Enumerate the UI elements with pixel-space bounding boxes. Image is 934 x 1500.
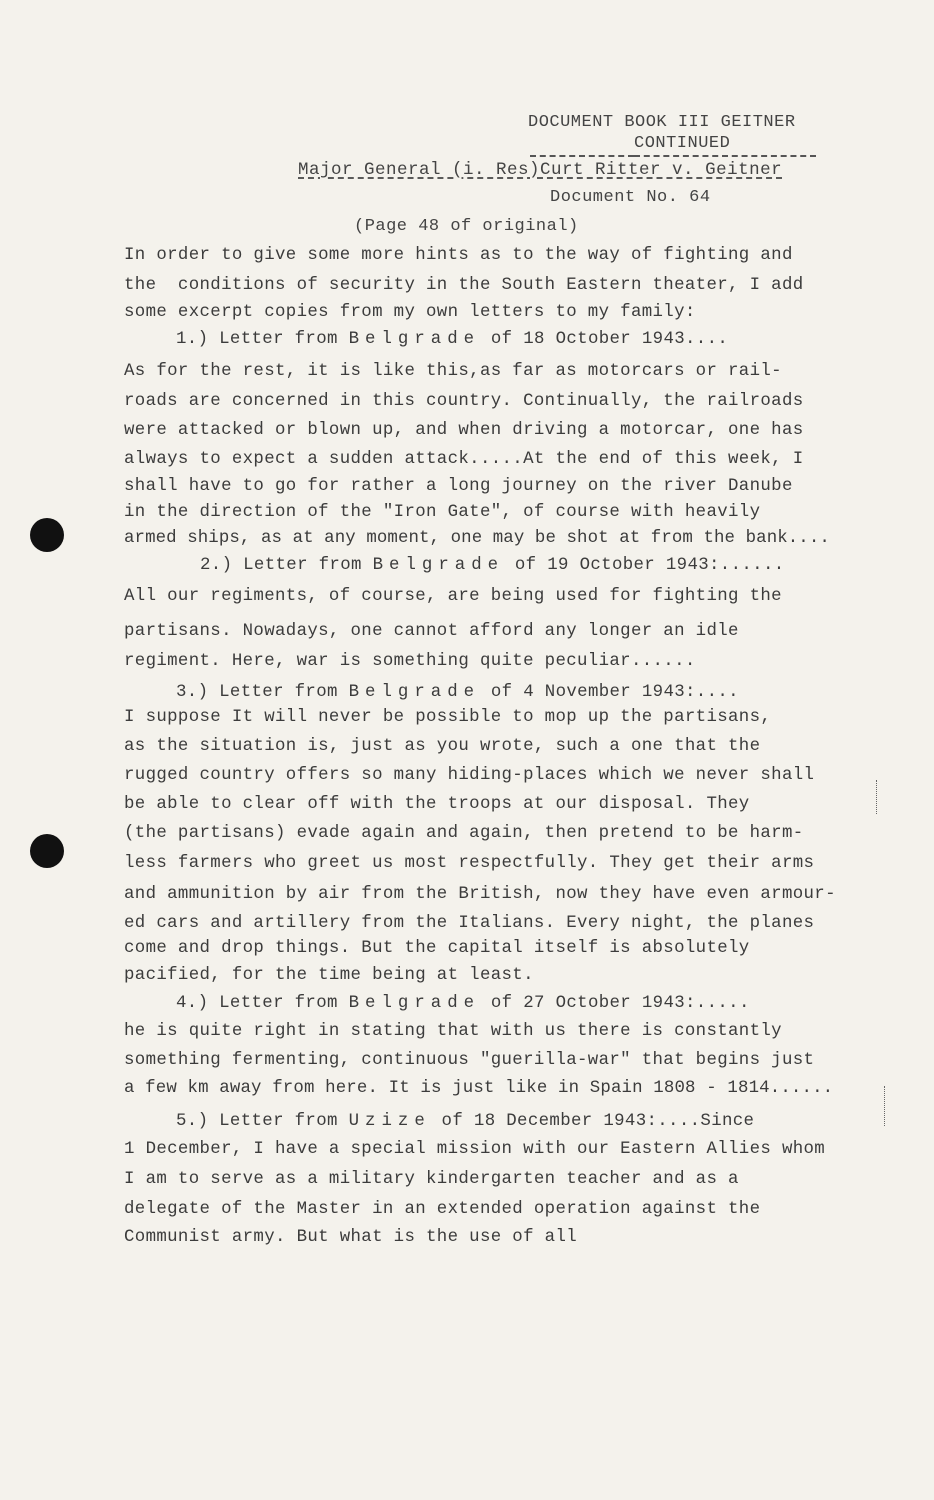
letter-3-line-3: rugged country offers so many hiding-places which we never shall (124, 766, 815, 785)
letter-2-line-3: regiment. Here, war is something quite peculiar...... (124, 652, 696, 671)
letter-3-line-7: and ammunition by air from the British, now they have even armour- (124, 885, 836, 904)
letter-1-line-2: roads are concerned in this country. Continually, the railroads (124, 392, 804, 411)
letter-3-heading: 3.) Letter from Belgrade of 4 November 1943:.... (176, 683, 739, 702)
page-reference: (Page 48 of original) (354, 217, 579, 236)
letter-3-line-1: I suppose It will never be possible to mop up the partisans, (124, 708, 772, 727)
letter-3-line-10: pacified, for the time being at least. (124, 966, 534, 985)
letter-3-line-4: be able to clear off with the troops at our disposal. They (124, 795, 750, 814)
letter-3-line-5: (the partisans) evade again and again, then pretend to be harm- (124, 824, 804, 843)
letter-4-place: Belgrade (348, 994, 481, 1013)
letter-4-heading: 4.) Letter from Belgrade of 27 October 1943:..... (176, 994, 750, 1013)
letter-1-line-6: in the direction of the "Iron Gate", of course with heavily (124, 503, 761, 522)
letter-3-line-6: less farmers who greet us most respectfully. They get their arms (124, 854, 815, 873)
continued-label: CONTINUED (634, 134, 731, 153)
letter-2-line-1: All our regiments, of course, are being used for fighting the (124, 587, 782, 606)
letter-5-line-4: Communist army. But what is the use of all (124, 1228, 578, 1247)
letter-2-place: Belgrade (372, 556, 505, 575)
letter-5-place: Uzize (348, 1112, 431, 1131)
letter-1-line-4: always to expect a sudden attack.....At the end of this week, I (124, 450, 804, 469)
letter-2-line-2: partisans. Nowadays, one cannot afford any longer an idle (124, 622, 739, 641)
letter-1-place: Belgrade (348, 330, 481, 349)
letter-4-line-1: he is quite right in stating that with us there is constantly (124, 1022, 782, 1041)
letter-3-line-9: come and drop things. But the capital itself is absolutely (124, 939, 750, 958)
document-number: Document No. 64 (550, 188, 711, 207)
punch-hole-top (30, 518, 64, 552)
letter-4-line-2: something fermenting, continuous "guerilla-war" that begins just (124, 1051, 815, 1070)
margin-mark-1 (876, 780, 877, 814)
header-underline-right (634, 155, 816, 157)
letter-1-heading: 1.) Letter from Belgrade of 18 October 1943.... (176, 330, 729, 349)
author-line: Major General (i. Res)Curt Ritter v. Geitner (298, 160, 783, 180)
letter-1-line-3: were attacked or blown up, and when driving a motorcar, one has (124, 421, 804, 440)
intro-line-1: In order to give some more hints as to the way of fighting and (124, 246, 793, 265)
punch-hole-bottom (30, 834, 64, 868)
letter-3-line-8: ed cars and artillery from the Italians. Every night, the planes (124, 914, 815, 933)
letter-5-line-1: 1 December, I have a special mission with our Eastern Allies whom (124, 1140, 826, 1159)
margin-mark-2 (884, 1086, 885, 1126)
intro-line-3: some excerpt copies from my own letters to my family: (124, 303, 696, 322)
letter-1-line-7: armed ships, as at any moment, one may be shot at from the bank.... (124, 529, 830, 548)
intro-line-2: the conditions of security in the South Eastern theater, I add (124, 276, 804, 295)
letter-4-line-3: a few km away from here. It is just like in Spain 1808 - 1814...... (124, 1079, 834, 1098)
letter-1-line-5: shall have to go for rather a long journey on the river Danube (124, 477, 793, 496)
doc-book-title: DOCUMENT BOOK III GEITNER (528, 113, 796, 132)
letter-1-line-1: As for the rest, it is like this,as far as motorcars or rail- (124, 362, 782, 381)
letter-3-line-2: as the situation is, just as you wrote, such a one that the (124, 737, 761, 756)
letter-5-line-2: I am to serve as a military kindergarten teacher and as a (124, 1170, 739, 1189)
letter-5-heading: 5.) Letter from Uzize of 18 December 1943:....Since (176, 1112, 755, 1131)
header-underline-left (530, 155, 634, 157)
letter-3-place: Belgrade (348, 683, 481, 702)
letter-5-line-3: delegate of the Master in an extended operation against the (124, 1200, 761, 1219)
letter-2-heading: 2.) Letter from Belgrade of 19 October 1943:...... (200, 556, 785, 575)
